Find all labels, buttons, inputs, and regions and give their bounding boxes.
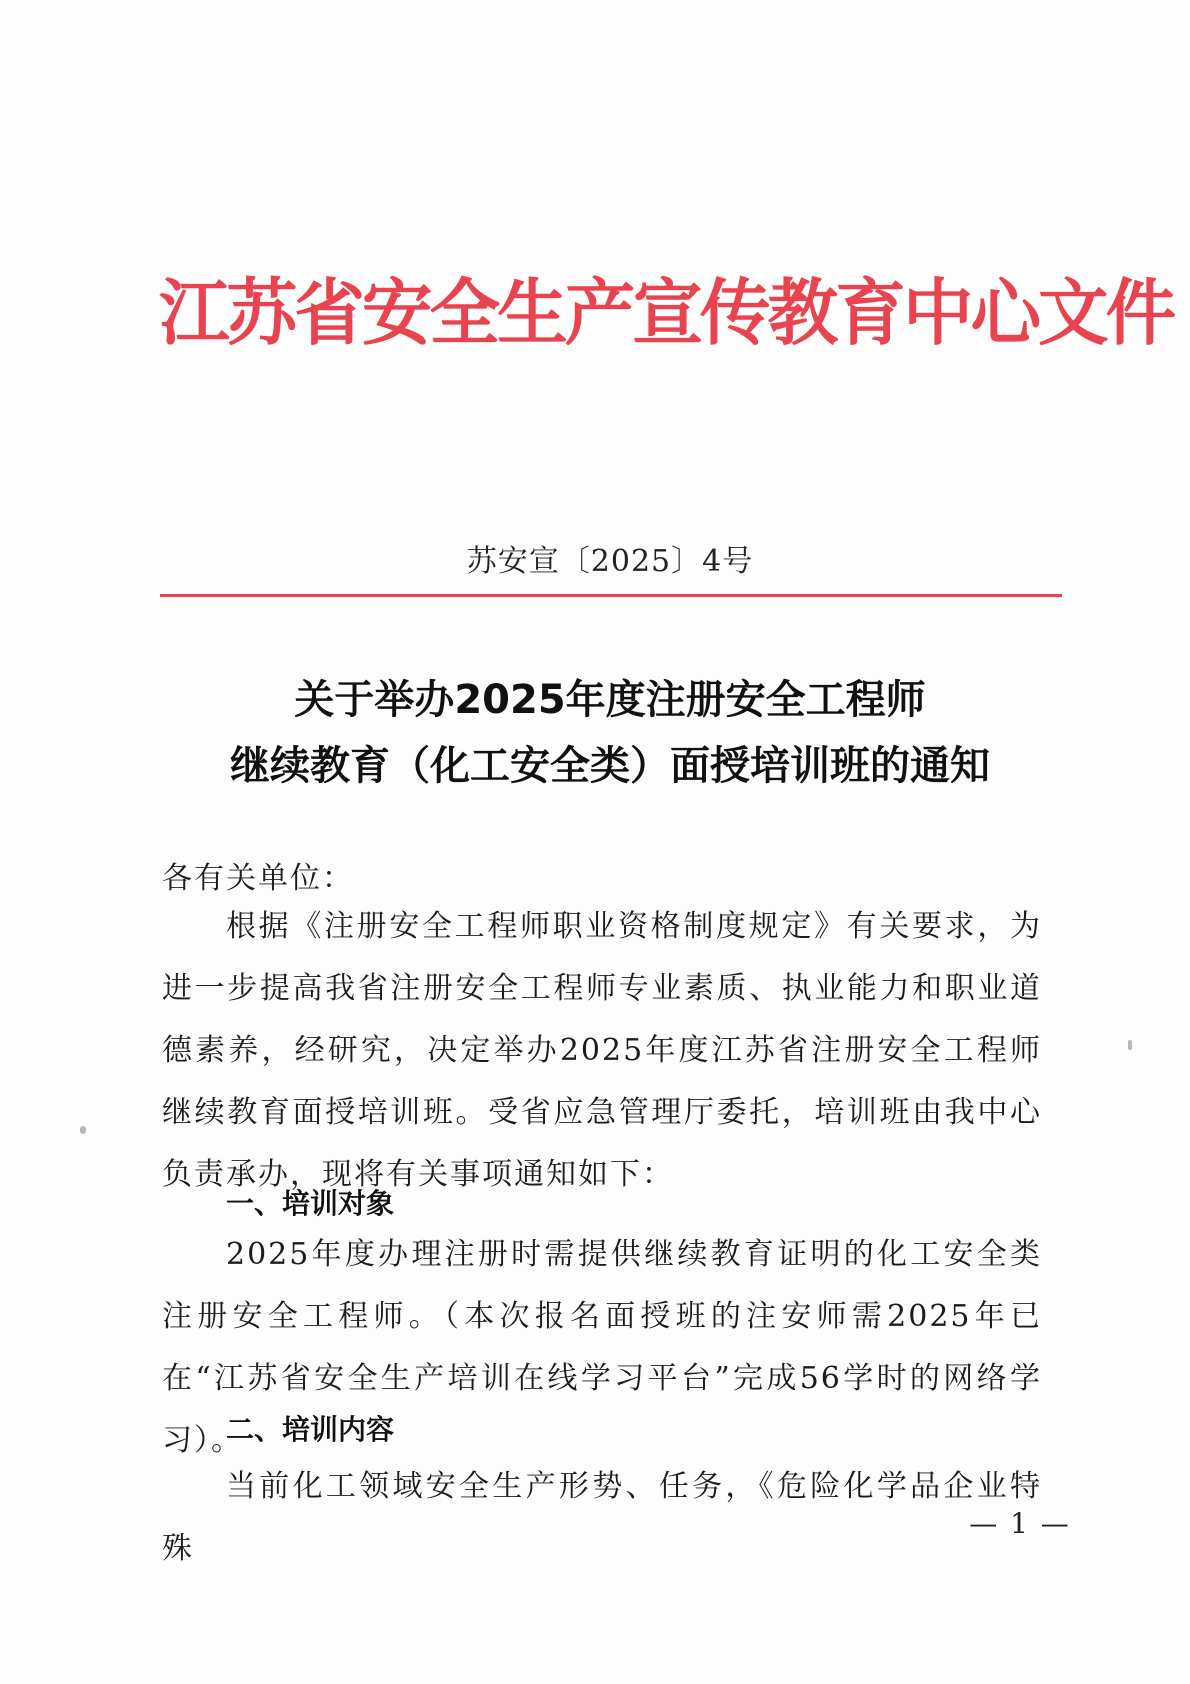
scan-speck (1128, 1040, 1132, 1050)
section-heading-training-content: 二、培训内容 (226, 1413, 395, 1446)
training-target-paragraph: 2025年度办理注册时需提供继续教育证明的化工安全类注册安全工程师。（本次报名面授班的注安师需2025年已在“江苏省安全生产培训在线学习平台”完成56学时的网络学习）。 (162, 1237, 1042, 1458)
document-number: 苏安宣〔2025〕4号 (466, 544, 754, 579)
training-content-paragraph: 当前化工领域安全生产形势、任务，《危险化学品企业特殊 (162, 1469, 1042, 1566)
salutation: 各有关单位： (162, 861, 354, 896)
notice-title-line-2: 继续教育（化工安全类）面授培训班的通知 (230, 743, 990, 789)
scan-speck (80, 1126, 86, 1134)
issuing-org-header: 江苏省安全生产宣传教育中心文件 (159, 270, 1174, 355)
notice-title-line-1: 关于举办2025年度注册安全工程师 (294, 677, 926, 723)
page-number: — 1 — (969, 1507, 1071, 1540)
intro-paragraph: 根据《注册安全工程师职业资格制度规定》有关要求，为进一步提高我省注册安全工程师专业素质、执业能力和职业道德素养，经研究，决定举办2025年度江苏省注册安全工程师继续教育面授培训班。受省应急管理厅委托，培训班由我中心负责承办，现将有关事项通知如下： (162, 909, 1042, 1192)
section-heading-training-target: 一、培训对象 (226, 1187, 395, 1220)
red-separator-line (160, 594, 1062, 597)
